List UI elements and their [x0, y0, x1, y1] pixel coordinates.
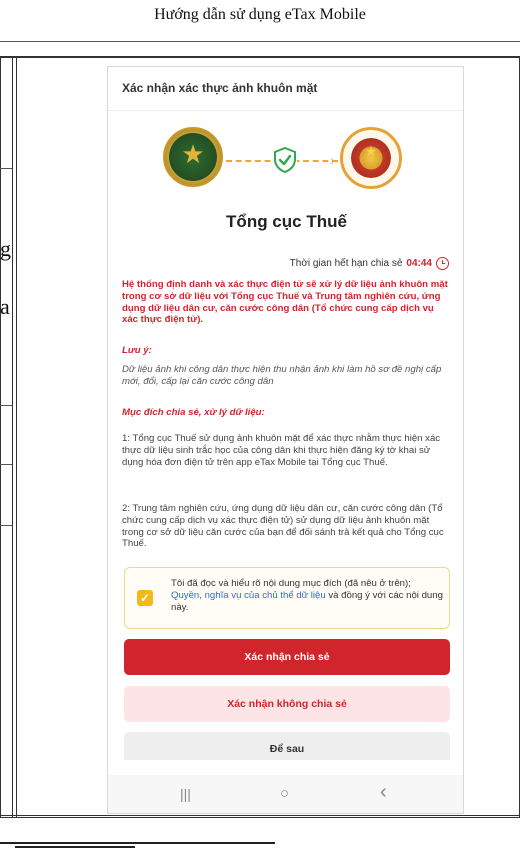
data-subject-rights-link[interactable]: Quyền, nghĩa vụ của chủ thể dữ liệu: [171, 590, 326, 601]
consent-text: [171, 578, 443, 614]
national-emblem-icon: ★: [340, 127, 402, 189]
consent-box: [124, 567, 450, 629]
table-column-divider-inner: [16, 56, 17, 818]
consent-text-before: Tôi đã đọc và hiểu rõ nội dung mục đích (đã nêu ở trên);: [171, 578, 411, 589]
table-top-border: [0, 56, 520, 58]
system-nav-bar: [108, 775, 464, 814]
consent-text-after: và đồng ý với các nội dung này.: [171, 590, 443, 613]
organization-name: Tổng cục Thuế: [226, 212, 347, 231]
note-text: Dữ liệu ảnh khi công dân thực hiện thu nhận ảnh khi làm hồ sơ đề nghị cấp mới, đổi, cấp lại căn cước công dân: [122, 364, 442, 387]
document-header: Hướng dẫn sử dụng eTax Mobile: [154, 6, 366, 23]
purpose-item-1: 1: Tổng cục Thuế sử dụng ảnh khuôn mặt để xác thực nhằm thực hiện xác thực dữ liệu sinh trắc học của công dân khi thực hiện đăng ký tờ khai sử dụng hóa đơn điện tử trên app eTax Mobile tại Tổng cục Thuế.: [122, 433, 441, 468]
phone-screen: [107, 66, 464, 814]
left-text-fragment: a: [0, 294, 10, 319]
left-cell-line: [0, 168, 12, 169]
consent-checkbox[interactable]: ✓: [137, 590, 153, 606]
clock-icon: [436, 257, 449, 270]
police-emblem-icon: ★: [163, 127, 223, 187]
left-cell-line: [0, 525, 12, 526]
expiry-label: Thời gian hết hạn chia sẻ: [289, 258, 403, 269]
notice-text: Hệ thống định danh và xác thực điện tử sẽ xử lý dữ liệu ảnh khuôn mặt trong cơ sở dữ liệu với Tổng cục Thuế và Trung tâm nghiên cứu, ứng dụng dữ liệu dân cư, căn cước công dân (Tổ chức cung cấp dịch vụ xác thực điện tử).: [122, 279, 448, 326]
home-icon[interactable]: ○: [280, 785, 290, 802]
note-heading: Lưu ý:: [122, 345, 152, 356]
share-expiry: [290, 257, 449, 270]
footnote-rule: [0, 842, 275, 844]
purpose-heading: Mục đích chia sẻ, xử lý dữ liệu:: [122, 407, 265, 418]
decline-share-button[interactable]: Xác nhận không chia sẻ: [124, 686, 450, 722]
table-bottom-border: [0, 815, 520, 818]
recent-apps-icon[interactable]: |||: [180, 786, 191, 802]
left-text-fragment: g: [0, 236, 11, 261]
later-button[interactable]: Để sau: [124, 732, 450, 760]
footnote-rule-short: [15, 846, 135, 848]
shield-check-icon: [273, 147, 297, 173]
confirm-share-button[interactable]: Xác nhận chia sẻ: [124, 639, 450, 675]
expiry-countdown: 04:44: [406, 258, 432, 269]
header-rule: [0, 41, 520, 42]
left-cell-line: [0, 405, 12, 406]
back-icon[interactable]: ‹: [380, 781, 387, 803]
screen-title: Xác nhận xác thực ảnh khuôn mặt: [108, 67, 464, 111]
arrow-right-icon: ›: [330, 152, 335, 168]
table-left-border: [0, 56, 1, 818]
purpose-item-2: 2: Trung tâm nghiên cứu, ứng dụng dữ liệu dân cư, căn cước công dân (Tổ chức cung cấp dịch vụ xác thực điện tử) sử dụng dữ liệu ảnh khuôn mặt trong cơ sở dữ liệu căn cước của bạn để đối sánh trả kết quả cho Tổng cục Thuế.: [122, 503, 444, 550]
table-column-divider: [12, 56, 13, 818]
left-cell-line: [0, 464, 12, 465]
